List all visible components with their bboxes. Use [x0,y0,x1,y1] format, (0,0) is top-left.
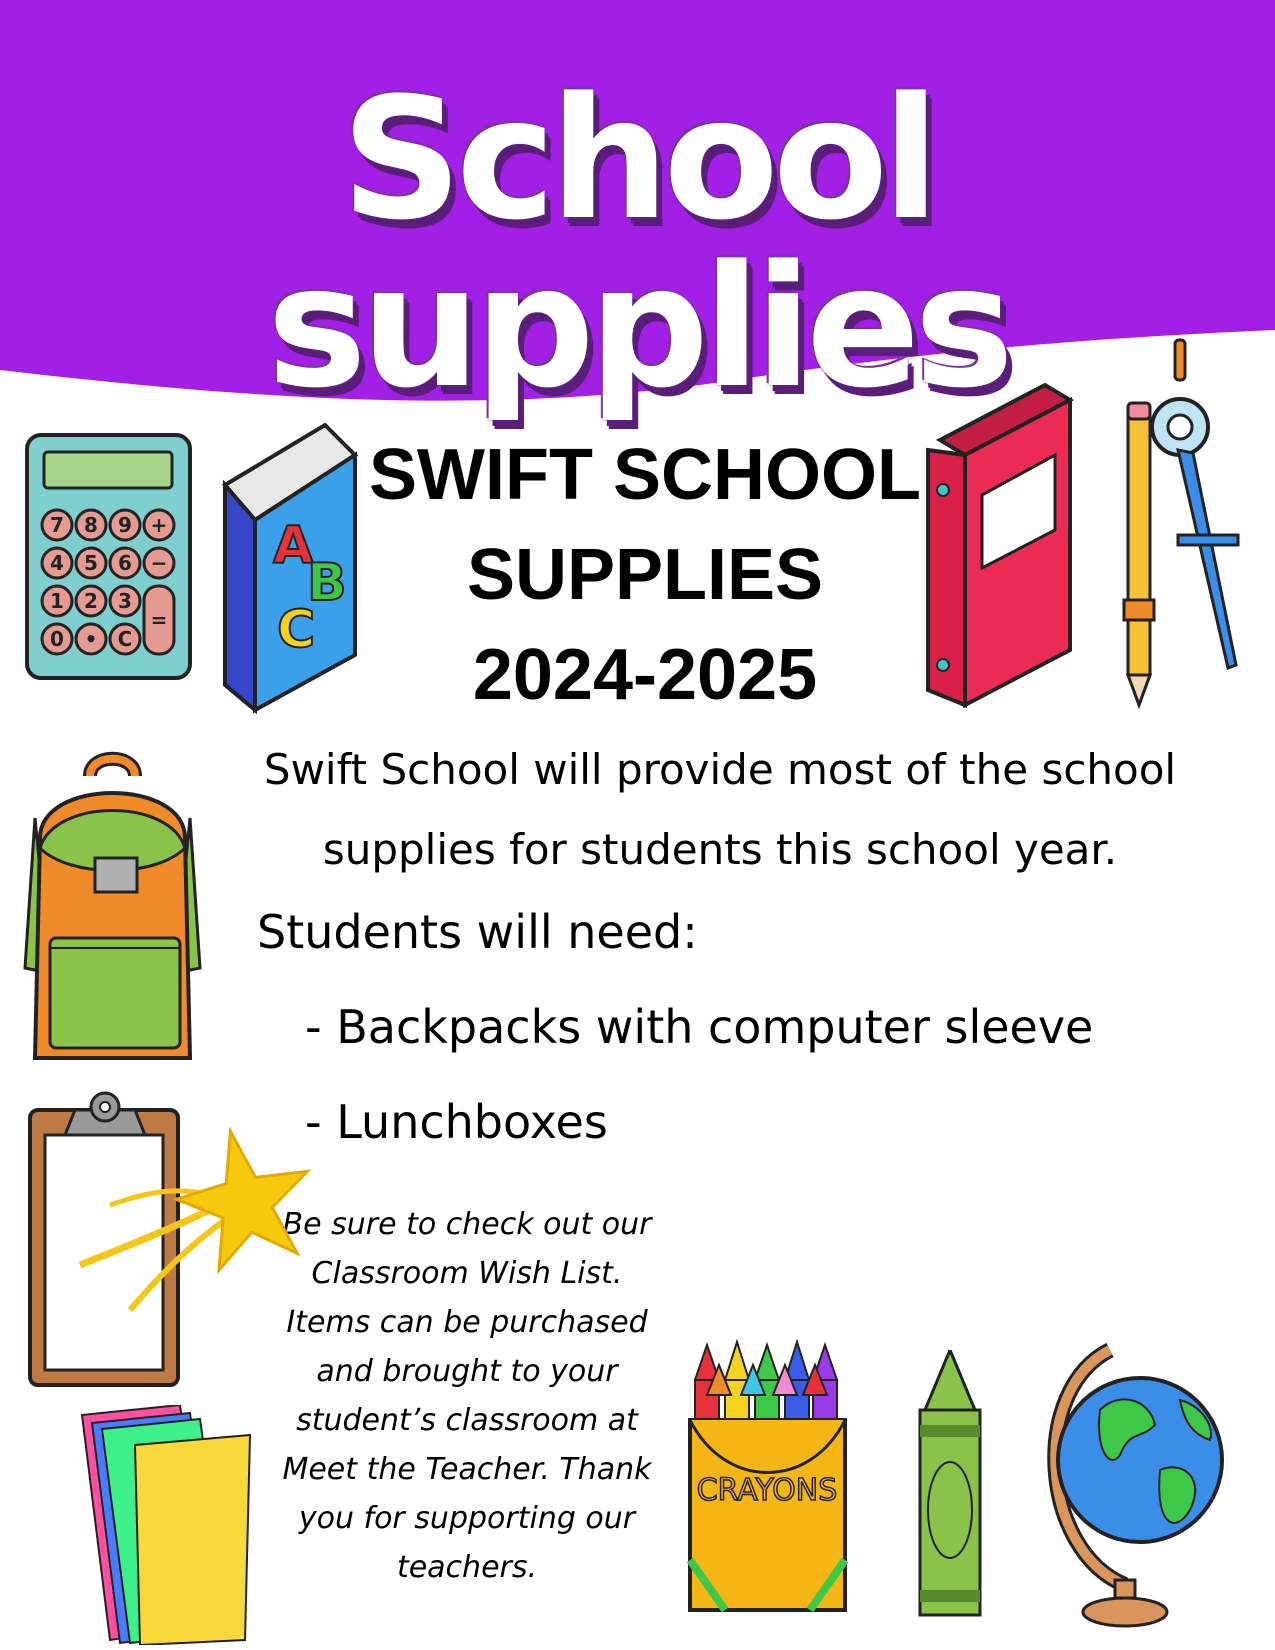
svg-text:0: 0 [50,627,64,651]
globe-icon [1040,1330,1230,1630]
page-heading [340,425,950,725]
heading-line-1: SWIFT SCHOOL [369,435,921,515]
crayon-box-icon [685,1320,850,1620]
svg-text:3: 3 [118,589,132,613]
calculator-icon [22,430,197,685]
intro-line-2: supplies for students this school year. [322,825,1118,874]
backpack-icon [15,748,210,1073]
svg-text:4: 4 [50,551,64,575]
intro-text [230,730,1210,890]
svg-text:•: • [84,627,98,651]
book-icon [215,415,365,715]
svg-text:=: = [150,608,168,632]
star-icon [70,1125,315,1325]
binder-icon [920,380,1080,715]
heading-line-2: SUPPLIES [466,535,824,615]
note-line: Meet the Teacher. Thank [282,1452,652,1487]
compass-icon [1118,335,1248,715]
svg-text:A: A [273,516,314,576]
heading-line-3: 2024-2025 [472,635,818,715]
svg-text:6: 6 [118,551,132,575]
note-line: teachers. [396,1550,538,1585]
svg-text:1: 1 [50,589,64,613]
wish-list-note [262,1200,672,1592]
svg-text:−: − [150,551,168,575]
svg-text:C: C [277,600,316,660]
note-line: you for supporting our [298,1501,636,1536]
note-line: Classroom Wish List. [311,1256,623,1291]
note-line: Items can be purchased [286,1305,648,1340]
needs-item: - Lunchboxes [305,1095,608,1149]
svg-text:2: 2 [84,589,98,613]
svg-text:CRAYONS: CRAYONS [696,1473,838,1508]
svg-text:7: 7 [50,513,64,537]
svg-text:C: C [117,627,133,651]
svg-text:B: B [307,553,347,613]
svg-text:5: 5 [84,551,98,575]
svg-text:9: 9 [118,513,132,537]
note-line: student’s classroom at [296,1403,638,1438]
note-line: and brought to your [316,1354,618,1389]
note-line: Be sure to check out our [282,1207,652,1242]
paper-icon [80,1405,260,1645]
intro-line-1: Swift School will provide most of the school [263,745,1177,794]
needs-label: Students will need: [257,905,698,959]
svg-text:8: 8 [84,513,98,537]
needs-item: - Backpacks with computer sleeve [305,1000,1094,1054]
banner-title: School supplies [266,61,1009,425]
crayon-icon [915,1350,985,1620]
svg-text:+: + [150,513,168,537]
